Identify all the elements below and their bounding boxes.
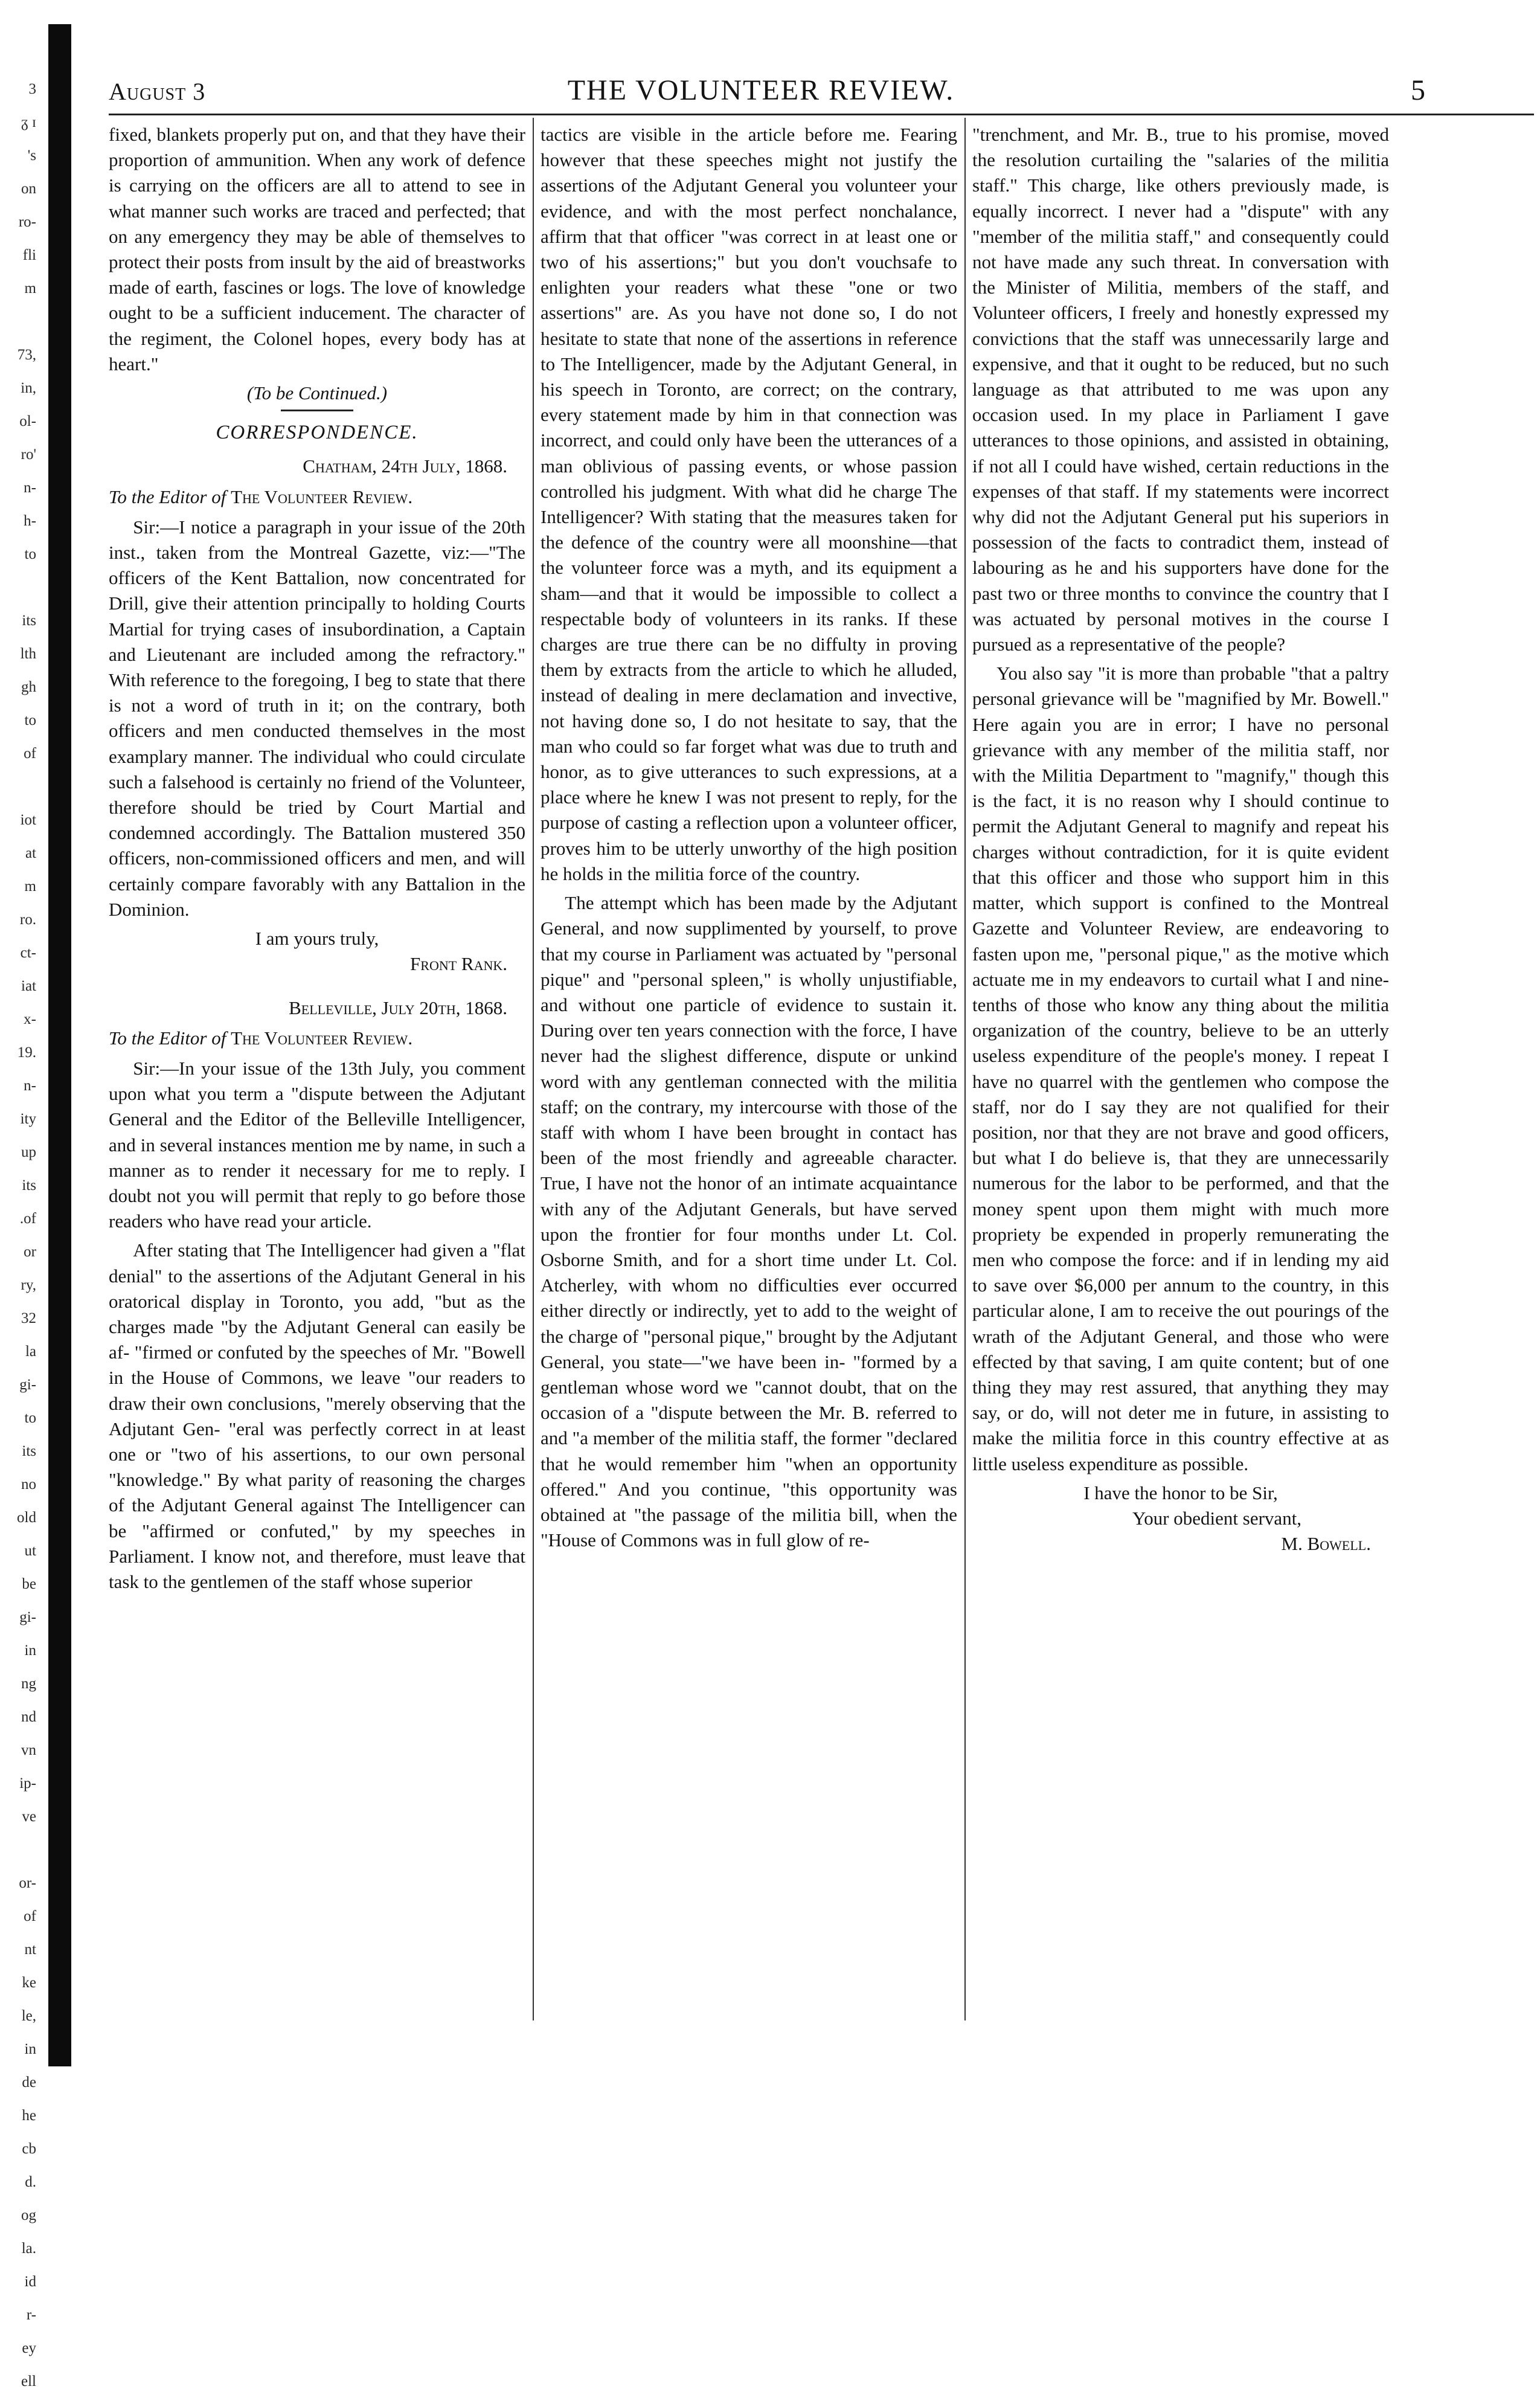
page-header bbox=[97, 74, 1425, 110]
column-divider bbox=[964, 118, 966, 2020]
margin-fragment: of bbox=[24, 745, 36, 762]
column-1 bbox=[109, 122, 525, 2013]
margin-fragment: 19. bbox=[17, 1044, 36, 1061]
margin-fragment: in bbox=[24, 2041, 36, 2057]
margin-fragment bbox=[0, 1833, 36, 1866]
letter-dateline: Chatham, 24th July, 1868. bbox=[303, 455, 507, 477]
margin-fragment: no bbox=[21, 1476, 36, 1493]
letter-salutation: To the Editor of The Volunteer Review. bbox=[109, 1027, 413, 1049]
letter-body: Sir:—In your issue of the 13th July, you comment upon what you term a "dispute between the Adjutant General and the Editor of the Belleville Intelligencer, and in several instances mention me by name, in such a manner as to render it necessary for me to reply. I doubt not you will permit that reply to go before those readers who have read your article. bbox=[109, 1057, 525, 1232]
margin-fragment: 3 bbox=[28, 81, 36, 97]
margin-fragment: id bbox=[24, 2274, 36, 2290]
margin-fragment: 73, bbox=[17, 347, 36, 363]
margin-fragment: old bbox=[17, 1509, 36, 1526]
letter-closing: I am yours truly, bbox=[255, 928, 379, 950]
margin-fragment: its bbox=[22, 612, 36, 629]
margin-fragment: ol- bbox=[19, 413, 36, 429]
margin-fragment: ng bbox=[21, 1676, 36, 1692]
margin-fragment: ve bbox=[22, 1808, 36, 1825]
margin-fragment: ro- bbox=[18, 214, 36, 230]
margin-fragment: n- bbox=[24, 480, 36, 496]
margin-fragment: la bbox=[25, 1343, 36, 1360]
margin-fragment: ity bbox=[20, 1111, 36, 1127]
margin-fragment: ry, bbox=[21, 1277, 36, 1293]
letter-signature: M. Bowell. bbox=[1281, 1533, 1371, 1555]
margin-fragment: up bbox=[21, 1144, 36, 1160]
margin-fragment: de bbox=[22, 2074, 36, 2091]
margin-fragment bbox=[0, 305, 36, 338]
article-continuation: fixed, blankets properly put on, and that they have their proportion of ammunition. When any work of defence is carrying on the officers are all to attend to see in what manner such works are traced and perfected; that on any emergency they may be able of themselves to protect their posts from insult by the aid of breastworks made of earth, fascines or logs. The love of knowledge ought to be a sufficient inducement. The character of the regiment, the Colonel hopes, every body has at heart." bbox=[109, 124, 525, 374]
margin-fragment: gi- bbox=[19, 1377, 36, 1393]
publication-title: THE VOLUNTEER REVIEW. bbox=[567, 74, 955, 106]
column-3 bbox=[972, 122, 1389, 2013]
margin-fragment: iat bbox=[21, 978, 36, 994]
margin-fragment: ro' bbox=[21, 446, 36, 463]
page-binding-edge bbox=[48, 24, 71, 2066]
letter-body: The attempt which has been made by the Adjutant General, and now supplimented by yourself, to prove that my course in Parliament was actuated by "personal pique" and "personal spleen," is wholly unjustifiable, and without one particle of evidence to sustain it. During over ten years connection with the force, I have never had the slighest difference, dispute or unkind word with any gentleman connected with the militia staff; on the contrary, my intercourse with those of the staff with whom I have been brought in contact has been of the most friendly and agreeable character. True, I have not the honor of an intimate acquaintance with any of the Adjutant Generals, but have served upon the frontier for four months under Lt. Col. Osborne Smith, and for a short time under Lt. Col. Atcherley, with whom no difficulties ever occurred either directly or indirectly, yet to add to the weight of the charge of "personal pique," brought by the Adjutant General, you state—"we have been in- "formed by a gentleman whose word we "cannot doubt, that on the occasion of a "dispute between the Mr. B. referred to and "a member of the militia staff, the former "declared that he would remember him "when an opportunity offered." And you continue, "this opportunity was obtained at "the passage of the militia bill, when the "House of Commons was in full glow of re- bbox=[541, 892, 957, 1551]
margin-fragment: ey bbox=[22, 2340, 36, 2356]
margin-fragment: fli bbox=[22, 247, 36, 263]
margin-fragment: or bbox=[24, 1244, 36, 1260]
letter-signature: Front Rank. bbox=[410, 953, 507, 975]
section-separator bbox=[281, 410, 353, 411]
margin-fragment: d. bbox=[25, 2174, 36, 2190]
margin-fragment: he bbox=[22, 2107, 36, 2124]
letter-body: You also say "it is more than probable "that a paltry personal grievance will be "magnified by Mr. Bowell." Here again you are in error; I have no personal grievance with any member of the militia staff, nor with the Militia Department to "magnify," though this is the fact, it is no reason why I should continue to permit the Adjutant General to magnify and repeat his charges without contradiction, for it is quite evident that this officer and those who support him in this matter, which support is confined to the Montreal Gazette and Volunteer Review, are endeavoring to fasten upon me, "personal pique," as the motive which actuate me in my endeavors to curtail what I and nine-tenths of those who know any thing about the militia organization of the country, believe to be an utterly useless expenditure of the people's money. I repeat I have no quarrel with the gentlemen who compose the staff, nor do I say they are not qualified for their position, nor that they are not brave and good officers, but what I do believe is, that they are unnecessarily numerous for the labor to be performed, and that the money spent upon them might with much more propriety be expended in properly remunerating the men who compose the force: and if in lending my aid to save over $6,000 per annum to the country, in this particular alone, I am to receive the out pourings of the wrath of the Adjutant General, and those who were effected by that saving, I am quite content; but of one thing they may rest assured, that anything they may say, or do, will not deter me in future, in assisting to make the militia force in this country effective at as little useless expenditure as possible. bbox=[972, 663, 1389, 1474]
margin-fragment: h- bbox=[24, 513, 36, 529]
issue-date: August 3 bbox=[109, 78, 206, 105]
margin-fragment bbox=[0, 770, 36, 803]
margin-fragment: ct- bbox=[20, 945, 36, 961]
letter-closing: Your obedient servant, bbox=[1132, 1507, 1302, 1529]
margin-fragment: be bbox=[22, 1576, 36, 1592]
letter-body: After stating that The Intelligencer had given a "flat denial" to the assertions of the Adjutant General in his oratorical display in Toronto, you add, "but as the charges made "by the Adjutant General can easily be af- "firmed or confuted by the speeches of Mr. "Bowell in the House of Commons, we leave "our readers to draw their own conclusions, "merely observing that the Adjutant Gen- "eral was perfectly correct in at least one or "two of his assertions, to our own personal "knowledge." By what parity of reasoning the charges of the Adjutant General against The Intelligencer can be "affirmed or confuted," by my speeches in Parliament. I know not, and therefore, must leave that task to the gentlemen of the staff whose superior bbox=[109, 1239, 525, 1592]
margin-fragment: 's bbox=[27, 147, 36, 164]
margin-fragment: its bbox=[22, 1443, 36, 1459]
letter-body: Sir:—I notice a paragraph in your issue of the 20th inst., taken from the Montreal Gazette, viz:—"The officers of the Kent Battalion, now concentrated for Drill, give their attention principally to holding Courts Martial for trying cases of insubordination, a Captain and Lieutenant are included among the refractory." With reference to the foregoing, I beg to state that there is not a word of truth in it; on the contrary, both officers and men conducted themselves in the most examplary manner. The individual who could circulate such a falsehood is certainly no friend of the Volunteer, therefore should be tried by Court Martial and condemned accordingly. The Battalion mustered 350 officers, non-commissioned officers and men, and will certainly compare favorably with any Battalion in the Dominion. bbox=[109, 516, 525, 920]
margin-fragment: x- bbox=[24, 1011, 36, 1027]
letter-dateline: Belleville, July 20th, 1868. bbox=[289, 997, 507, 1018]
margin-fragment: at bbox=[25, 845, 36, 861]
margin-fragment: la. bbox=[21, 2240, 36, 2257]
section-heading: CORRESPONDENCE. bbox=[216, 422, 419, 444]
margin-fragment: its bbox=[22, 1177, 36, 1194]
margin-fragment: ut bbox=[24, 1543, 36, 1559]
margin-fragment: r- bbox=[26, 2307, 36, 2323]
margin-fragment: iot bbox=[20, 812, 36, 828]
header-rule bbox=[109, 114, 1534, 115]
margin-fragment: to bbox=[24, 712, 36, 728]
column-divider bbox=[533, 118, 534, 2020]
margin-fragment: nd bbox=[21, 1709, 36, 1725]
margin-fragment: ro. bbox=[19, 911, 36, 928]
margin-fragment: ip- bbox=[19, 1775, 36, 1792]
margin-fragment: on bbox=[21, 181, 36, 197]
margin-fragment bbox=[0, 571, 36, 604]
page-number: 5 bbox=[1411, 74, 1425, 106]
letter-closing: I have the honor to be Sir, bbox=[1083, 1482, 1278, 1503]
column-2 bbox=[541, 122, 957, 2013]
margin-fragment: lth bbox=[20, 646, 36, 662]
margin-fragment: of bbox=[24, 1908, 36, 1924]
margin-fragment: ᵹ ɪ bbox=[21, 114, 36, 130]
margin-fragment: to bbox=[24, 546, 36, 562]
letter-body: tactics are visible in the article before me. Fearing however that these speeches might not justify the assertions of the Adjutant General you volunteer your evidence, and with the most perfect nonchalance, affirm that that officer "was correct in at least one or two of his assertions;" but you don't vouchsafe to enlighten your readers what these "one or two assertions" are. As you have not done so, I do not hesitate to state that none of the assertions in reference to The Intelligencer, made by the Adjutant General, in his speech in Toronto, are correct; on the contrary, every statement made by him in that connection was incorrect, and could only have been the utterances of a man oblivious of passing events, or whose passion controlled his judgment. With what did he charge The Intelligencer? With stating that the measures taken for the defence of the country were all moonshine—that the volunteer force was a myth, and its equipment a sham—and that it would be impossible to collect a respectable body of volunteers in its ranks. If these charges are true there can be no diffulty in proving them by extracts from the article to which he alluded, instead of dealing in mere declamation and invective, not having done so, I do not hesitate to say, that the man who could so far forget what was due to truth and honor, as to give utterances to such expressions, at a place where he knew I was not present to reply, for the purpose of casting a reflection upon a volunteer officer, proves him to be utterly unworthy of the high position he holds in the militia force of the country. bbox=[541, 124, 957, 884]
margin-fragment: 32 bbox=[21, 1310, 36, 1326]
margin-fragment: n- bbox=[24, 1078, 36, 1094]
margin-fragment: ell bbox=[21, 2373, 36, 2390]
margin-fragment: .of bbox=[19, 1210, 36, 1227]
to-be-continued-note: (To be Continued.) bbox=[246, 382, 388, 404]
margin-fragment: le, bbox=[21, 2008, 36, 2024]
margin-fragment: in, bbox=[21, 380, 36, 396]
margin-fragment: gh bbox=[21, 679, 36, 695]
margin-fragment: ke bbox=[22, 1975, 36, 1991]
letter-body: "trenchment, and Mr. B., true to his promise, moved the resolution curtailing the "salaries of the militia staff." This charge, like others previously made, is equally incorrect. I never had a "dispute" with any "member of the militia staff," and consequently could not have made any such threat. In conversation with the Minister of Militia, members of the staff, and Volunteer officers, I freely and honestly expressed my convictions that the staff was unnecessarily large and expensive, and that it ought to be reduced, but no such language as that attributed to me was upon any occasion used. In my place in Parliament I gave utterances to those opinions, and assisted in obtaining, if not all I could have wished, certain reductions in the expenses of that staff. If my statements were incorrect why did not the Adjutant General put his superiors in possession of the facts to contradict them, instead of labouring as he and his supporters have done for the past two or three months to convince the country that I was actuated by personal motives in the course I pursued as a representative of the people? bbox=[972, 124, 1389, 655]
margin-fragment: to bbox=[24, 1410, 36, 1426]
margin-fragment: or- bbox=[19, 1875, 36, 1891]
margin-fragment: og bbox=[21, 2207, 36, 2223]
margin-fragment: vn bbox=[21, 1742, 36, 1758]
margin-fragment: in bbox=[24, 1642, 36, 1659]
margin-fragment: nt bbox=[24, 1941, 36, 1958]
letter-salutation: To the Editor of The Volunteer Review. bbox=[109, 486, 413, 507]
margin-fragment: cb bbox=[22, 2141, 36, 2157]
margin-fragment: gi- bbox=[19, 1609, 36, 1625]
previous-page-margin-text bbox=[0, 72, 36, 2398]
margin-fragment: m bbox=[24, 878, 36, 895]
margin-fragment: m bbox=[24, 280, 36, 297]
